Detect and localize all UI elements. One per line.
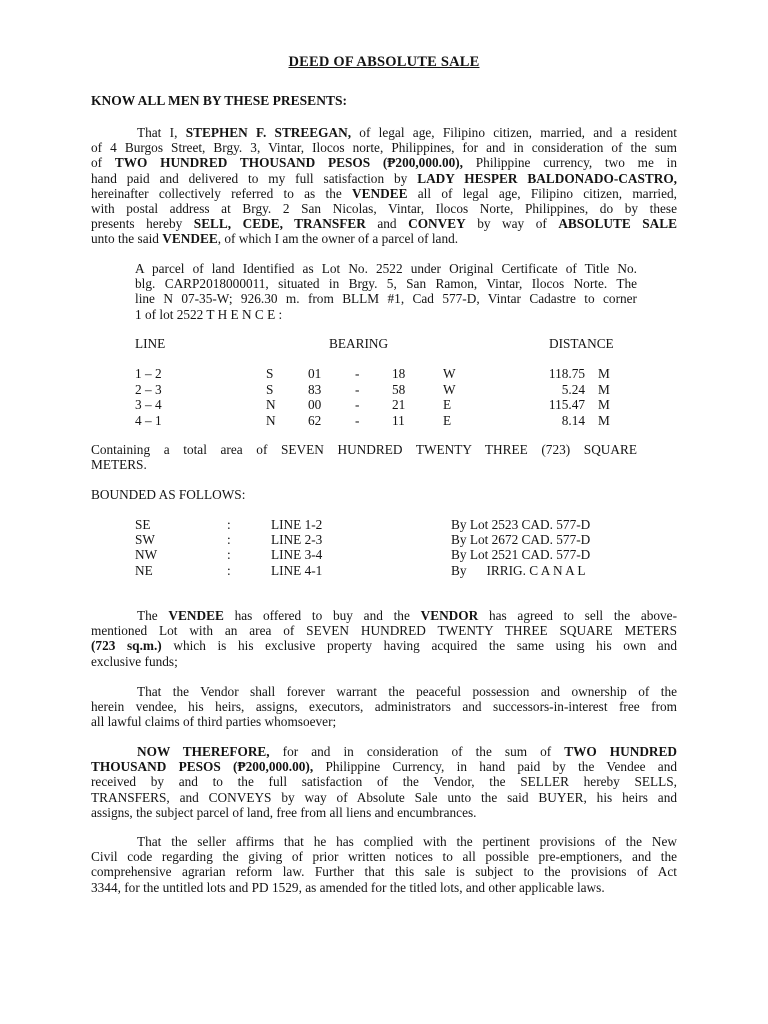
bearing-cell-dir2: E bbox=[443, 412, 452, 428]
land-description bbox=[135, 261, 637, 322]
boundary-cell-dir: NE bbox=[135, 562, 153, 578]
header-line: LINE bbox=[135, 336, 166, 351]
bold-text: VENDEE bbox=[168, 608, 224, 623]
text-run: Civil code regarding the giving of prior written notices to all possible pre-emptioners, and the bbox=[91, 849, 677, 865]
boundary-cell-by: By Lot 2672 CAD. 577-D bbox=[451, 532, 591, 548]
text-run: of bbox=[91, 155, 115, 171]
boundary-cell-line: LINE 4-1 bbox=[271, 562, 323, 578]
bearing-cell-unit: M bbox=[598, 366, 610, 381]
text-run: for and in consideration of the sum of bbox=[269, 744, 565, 759]
paragraph-line bbox=[91, 186, 677, 201]
land-description-line: A parcel of land Identified as Lot No. 2522 under Original Certificate of Title No. bbox=[135, 261, 637, 276]
paragraph-line bbox=[91, 684, 677, 699]
text-run: assigns, the subject parcel of land, free from all liens and encumbrances. bbox=[91, 804, 477, 820]
bearing-cell-dir1: S bbox=[266, 366, 274, 381]
text-run: of legal age, Filipino citizen, married, and a resident bbox=[351, 125, 677, 140]
paragraph-seller-affirms bbox=[91, 834, 677, 895]
bearing-cell-line: 3 – 4 bbox=[135, 397, 162, 412]
text-run: herein vendee, his heirs, assigns, executors, administrators and successors-in-interest free from bbox=[91, 699, 677, 715]
bold-text: TWO HUNDRED bbox=[564, 744, 677, 759]
text-run: has agreed to sell the above- bbox=[478, 608, 678, 623]
text-run: TRANSFERS, and CONVEYS by way of Absolute Sale unto the said BUYER, his heirs and bbox=[91, 789, 677, 805]
text-run: unto the said bbox=[91, 231, 163, 247]
bearing-cell-dir2: W bbox=[443, 381, 456, 397]
paragraph-line bbox=[91, 849, 677, 864]
text-run: That I, bbox=[137, 125, 186, 140]
text-run: hereinafter collectively referred to as the bbox=[91, 185, 353, 201]
bearing-cell-dash: - bbox=[355, 397, 360, 412]
paragraph-now-therefore bbox=[91, 744, 677, 820]
text-run: which is his exclusive property having acquired the same using his own and bbox=[161, 638, 677, 654]
boundary-cell-colon: : bbox=[227, 562, 231, 578]
boundary-cell-by: By Lot 2523 CAD. 577-D bbox=[451, 517, 591, 532]
paragraph-line bbox=[91, 608, 677, 623]
bearing-cell-line: 2 – 3 bbox=[135, 381, 162, 397]
paragraph-sale-statement bbox=[91, 125, 677, 247]
paragraph-line bbox=[91, 155, 677, 170]
bearing-cell-dir1: N bbox=[266, 397, 276, 412]
bearing-cell-line: 1 – 2 bbox=[135, 366, 162, 381]
bearing-cell-deg: 83 bbox=[308, 381, 322, 397]
text-run: received by and to the full satisfaction of the Vendor, the SELLER hereby SELLS, bbox=[91, 774, 677, 790]
bearing-cell-min: 21 bbox=[392, 397, 406, 412]
paragraph-line bbox=[91, 880, 677, 895]
preamble-heading: KNOW ALL MEN BY THESE PRESENTS: bbox=[91, 93, 347, 108]
bearing-cell-unit: M bbox=[598, 412, 610, 428]
area-statement bbox=[91, 442, 637, 472]
boundary-cell-dir: SW bbox=[135, 532, 155, 548]
bold-text: SELL, CEDE, TRANSFER bbox=[193, 216, 366, 232]
boundary-cell-colon: : bbox=[227, 517, 231, 532]
paragraph-line bbox=[91, 699, 677, 714]
text-run: has offered to buy and the bbox=[223, 608, 421, 623]
header-bearing: BEARING bbox=[329, 336, 389, 351]
bearing-cell-min: 18 bbox=[392, 366, 406, 381]
bearing-cell-min: 58 bbox=[392, 381, 406, 397]
text-run: Philippine currency, two me in bbox=[463, 155, 677, 171]
area-line: Containing a total area of SEVEN HUNDRED TWENTY THREE (723) SQUARE bbox=[91, 442, 637, 457]
boundary-cell-line: LINE 3-4 bbox=[271, 547, 323, 563]
boundary-cell-by: By Lot 2521 CAD. 577-D bbox=[451, 547, 591, 563]
bold-text: ABSOLUTE SALE bbox=[558, 216, 677, 232]
bold-text: THOUSAND PESOS (₱200,000.00), bbox=[91, 759, 314, 775]
text-run: The bbox=[137, 608, 169, 623]
bearing-cell-deg: 01 bbox=[308, 366, 322, 381]
bold-text: CONVEY bbox=[408, 216, 466, 232]
paragraph-line bbox=[91, 216, 677, 231]
paragraph-line bbox=[91, 231, 677, 246]
bounded-heading: BOUNDED AS FOLLOWS: bbox=[91, 487, 246, 502]
text-run: That the Vendor shall forever warrant the peaceful possession and ownership of the bbox=[137, 684, 677, 699]
paragraph-line bbox=[91, 834, 677, 849]
paragraph-line bbox=[91, 759, 677, 774]
text-run: mentioned Lot with an area of SEVEN HUNDRED TWENTY THREE SQUARE METERS bbox=[91, 623, 677, 639]
paragraph-line bbox=[91, 654, 677, 669]
land-description-line: line N 07-35-W; 926.30 m. from BLLM #1, Cad 577-D, Vintar Cadastre to corner bbox=[135, 291, 637, 307]
bearing-cell-dir2: E bbox=[443, 397, 452, 412]
boundary-cell-line: LINE 2-3 bbox=[271, 532, 323, 548]
paragraph-line bbox=[91, 125, 677, 140]
paragraph-line bbox=[91, 805, 677, 820]
boundary-cell-line: LINE 1-2 bbox=[271, 517, 323, 532]
bold-text: VENDEE bbox=[162, 231, 218, 247]
area-line: METERS. bbox=[91, 457, 147, 473]
bearing-cell-dir2: W bbox=[443, 366, 456, 381]
bearing-cell-dir1: S bbox=[266, 381, 274, 397]
text-run: 3344, for the untitled lots and PD 1529, as amended for the titled lots, and other applicable laws. bbox=[91, 879, 605, 895]
boundary-cell-colon: : bbox=[227, 547, 231, 563]
bearing-cell-unit: M bbox=[598, 397, 610, 412]
document-title: DEED OF ABSOLUTE SALE bbox=[288, 54, 480, 70]
bold-text: (723 sq.m.) bbox=[91, 638, 162, 654]
boundary-cell-by: By IRRIG. C A N A L bbox=[451, 562, 586, 578]
paragraph-warranty bbox=[91, 684, 677, 730]
bearing-cell-dash: - bbox=[355, 381, 360, 397]
text-run: hand paid and delivered to my full satisfaction by bbox=[91, 170, 418, 186]
paragraph-line bbox=[91, 774, 677, 789]
bearing-cell-unit: M bbox=[598, 381, 610, 397]
bearing-cell-min: 11 bbox=[392, 412, 405, 428]
paragraph-line bbox=[91, 171, 677, 186]
bearing-cell-dir1: N bbox=[266, 412, 276, 428]
paragraph-line bbox=[91, 864, 677, 879]
bearing-cell-deg: 00 bbox=[308, 397, 322, 412]
text-run: presents hereby bbox=[91, 216, 194, 232]
text-run: with postal address at Brgy. 2 San Nicolas, Vintar, Ilocos Norte, Philippines, do by these bbox=[91, 201, 677, 217]
text-run: all of legal age, Filipino citizen, married, bbox=[407, 185, 677, 201]
text-run: exclusive funds; bbox=[91, 653, 178, 669]
land-description-line: 1 of lot 2522 T H E N C E : bbox=[135, 306, 283, 322]
paragraph-line bbox=[91, 638, 677, 653]
text-run: and bbox=[365, 216, 409, 232]
boundary-cell-dir: SE bbox=[135, 517, 151, 532]
paragraph-line bbox=[91, 744, 677, 759]
bold-text: LADY HESPER BALDONADO-CASTRO, bbox=[417, 170, 677, 186]
paragraph-line bbox=[91, 623, 677, 638]
header-distance: DISTANCE bbox=[549, 336, 614, 351]
bearing-cell-dash: - bbox=[355, 366, 360, 381]
text-run: of 4 Burgos Street, Brgy. 3, Vintar, Ilocos norte, Philippines, for and in consideration of the sum bbox=[91, 140, 677, 156]
bearing-cell-deg: 62 bbox=[308, 412, 322, 428]
paragraph-line bbox=[91, 714, 677, 729]
bearing-cell-dist: 118.75 bbox=[548, 366, 585, 381]
text-run: by way of bbox=[465, 216, 559, 232]
text-run: comprehensive agrarian reform law. Further that this sale is subject to the provisions of Act bbox=[91, 864, 677, 880]
bearing-cell-dist: 115.47 bbox=[548, 397, 585, 412]
text-run: all lawful claims of third parties whomsoever; bbox=[91, 714, 337, 730]
bearing-cell-dist: 8.14 bbox=[561, 412, 585, 428]
land-description-line: blg. CARP2018000011, situated in Brgy. 5, San Ramon, Vintar, Ilocos Norte. The bbox=[135, 276, 637, 292]
paragraph-line bbox=[91, 140, 677, 155]
bearing-cell-dist: 5.24 bbox=[561, 381, 585, 397]
boundary-cell-colon: : bbox=[227, 532, 231, 548]
bold-text: TWO HUNDRED THOUSAND PESOS (₱200,000.00), bbox=[114, 155, 464, 171]
paragraph-vendee-offer bbox=[91, 608, 677, 669]
bold-text: VENDOR bbox=[420, 608, 479, 623]
paragraph-line bbox=[91, 790, 677, 805]
bearing-cell-dash: - bbox=[355, 412, 360, 428]
text-run: Philippine Currency, in hand paid by the Vendee and bbox=[313, 759, 677, 775]
bold-text: STEPHEN F. STREEGAN, bbox=[185, 125, 352, 140]
text-run: , of which I am the owner of a parcel of land. bbox=[217, 231, 459, 247]
boundary-cell-dir: NW bbox=[135, 547, 158, 563]
bold-text: VENDEE bbox=[352, 185, 408, 201]
paragraph-line bbox=[91, 201, 677, 216]
text-run: That the seller affirms that he has complied with the pertinent provisions of the New bbox=[137, 834, 677, 849]
bold-text: NOW THEREFORE, bbox=[137, 744, 270, 759]
bearing-cell-line: 4 – 1 bbox=[135, 412, 162, 428]
